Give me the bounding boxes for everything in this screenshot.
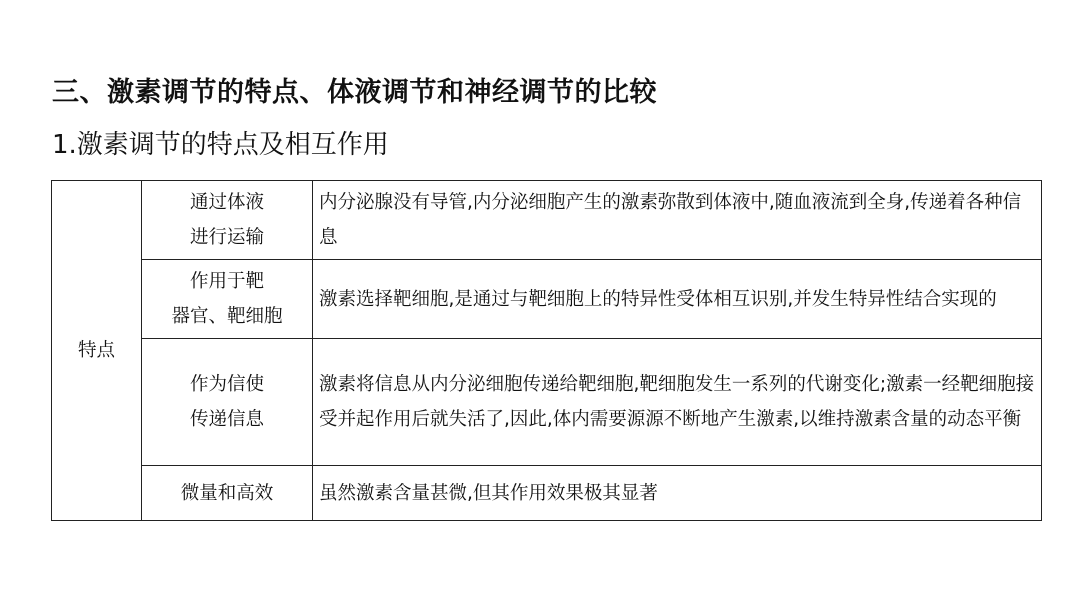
table-row (52, 466, 1042, 521)
feature-cell (142, 260, 313, 339)
feature-label-line1: 通过体液 (189, 192, 264, 213)
feature-label-line1: 作为信使 (189, 374, 264, 395)
feature-label-line2: 进行运输 (189, 227, 264, 248)
section-heading: 三、激素调节的特点、体液调节和神经调节的比较 (52, 77, 657, 108)
main-label: 特点 (77, 340, 115, 361)
description-cell: 虽然激素含量甚微,但其作用效果极其显著 (313, 466, 1042, 521)
description-cell: 内分泌腺没有导管,内分泌细胞产生的激素弥散到体液中,随血液流到全身,传递着各种信息 (313, 181, 1042, 260)
feature-label-line2: 传递信息 (189, 409, 264, 430)
feature-label-line1: 作用于靶 (189, 271, 264, 292)
description-cell: 激素将信息从内分泌细胞传递给靶细胞,靶细胞发生一系列的代谢变化;激素一经靶细胞接受并起作用后就失活了,因此,体内需要源源不断地产生激素,以维持激素含量的动态平衡 (313, 339, 1042, 466)
feature-cell (142, 339, 313, 466)
main-label-cell (52, 181, 142, 521)
table-row (52, 181, 1042, 260)
feature-cell (142, 181, 313, 260)
table-row (52, 339, 1042, 466)
table-row (52, 260, 1042, 339)
description-cell: 激素选择靶细胞,是通过与靶细胞上的特异性受体相互识别,并发生特异性结合实现的 (313, 260, 1042, 339)
subsection-heading: 1.激素调节的特点及相互作用 (52, 130, 389, 160)
feature-cell (142, 466, 313, 521)
feature-label-line2: 器官、靶细胞 (171, 306, 283, 327)
feature-label-line1: 微量和高效 (180, 482, 274, 504)
hormone-features-table (51, 180, 1042, 521)
